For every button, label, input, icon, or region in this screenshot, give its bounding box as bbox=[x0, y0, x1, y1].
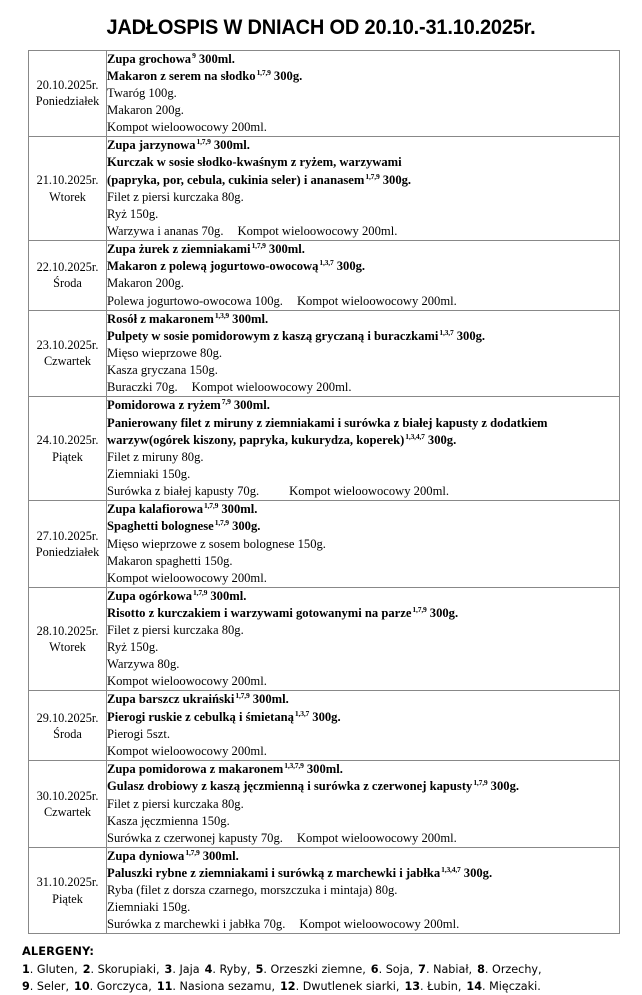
meal-text: Filet z piersi kurczaka 80g. bbox=[107, 623, 244, 638]
menu-date: 20.10.2025r. bbox=[36, 78, 99, 93]
table-row bbox=[29, 310, 620, 397]
allergen-superscript: 7,9 bbox=[221, 397, 231, 407]
menu-weekday: Piątek bbox=[52, 891, 83, 906]
allergen-label: . Gorczyca, bbox=[89, 979, 152, 993]
menu-date: 24.10.2025r. bbox=[36, 433, 99, 448]
menu-table-container bbox=[0, 50, 642, 935]
allergen-superscript: 1,7,9 bbox=[193, 587, 208, 597]
meal-text: Pierogi 5szt. bbox=[107, 726, 170, 741]
allergen-label: . Orzechy, bbox=[484, 962, 542, 976]
menu-date: 21.10.2025r. bbox=[36, 173, 99, 188]
meal-dish-line bbox=[107, 241, 619, 258]
meal-component-line bbox=[107, 379, 619, 396]
menu-date-cell bbox=[29, 587, 107, 691]
allergen-superscript: 1,7,9 bbox=[185, 847, 200, 857]
meal-component-line bbox=[107, 223, 619, 240]
meal-component-line bbox=[107, 830, 619, 847]
meal-drink: Kompot wieloowocowy 200ml. bbox=[296, 293, 457, 308]
menu-meal-cell bbox=[107, 761, 620, 848]
meal-portion: 300ml. bbox=[207, 588, 247, 603]
meal-component-line bbox=[107, 362, 619, 379]
allergen-label: . Jaja bbox=[172, 962, 200, 976]
allergen-number: 7 bbox=[418, 962, 426, 976]
allergens-line bbox=[22, 961, 642, 978]
menu-date-cell bbox=[29, 501, 107, 588]
meal-text: Zupa grochowa bbox=[107, 51, 192, 66]
allergen-number: 8 bbox=[477, 962, 485, 976]
meal-component-line bbox=[107, 813, 619, 830]
meal-text: Zupa kalafiorowa bbox=[107, 502, 203, 517]
meal-text: Zupa pomidorowa z makaronem bbox=[107, 762, 284, 777]
meal-dish-line bbox=[107, 691, 619, 708]
meal-text: Spaghetti bolognese bbox=[107, 519, 214, 534]
meal-portion: 300g. bbox=[460, 866, 493, 881]
meal-text: Panierowany filet z miruny z ziemniakami i surówka z białej kapusty z dodatkiem bbox=[107, 415, 548, 430]
meal-text: Warzywa i ananas 70g. bbox=[107, 223, 224, 238]
menu-date-cell bbox=[29, 761, 107, 848]
allergen-superscript: 1,3,7 bbox=[319, 258, 334, 268]
table-row bbox=[29, 761, 620, 848]
meal-dish-line bbox=[107, 501, 619, 518]
table-row bbox=[29, 847, 620, 934]
menu-date-cell bbox=[29, 310, 107, 397]
meal-portion: 300ml. bbox=[249, 692, 289, 707]
meal-text: Zupa ogórkowa bbox=[107, 588, 193, 603]
meal-dish-line bbox=[107, 68, 619, 85]
meal-portion: 300g. bbox=[424, 432, 457, 447]
table-row bbox=[29, 691, 620, 761]
meal-dish-line bbox=[107, 51, 619, 68]
meal-dish-line bbox=[107, 432, 619, 449]
meal-portion: 300ml. bbox=[303, 762, 343, 777]
allergen-superscript: 1,7,9 bbox=[473, 778, 488, 788]
menu-date-cell bbox=[29, 240, 107, 310]
meal-component-line bbox=[107, 293, 619, 310]
menu-meal-cell bbox=[107, 240, 620, 310]
meal-text: Makaron z polewą jogurtowo-owocową bbox=[107, 259, 319, 274]
meal-component-line bbox=[107, 673, 619, 690]
table-row bbox=[29, 137, 620, 241]
meal-drink: Kompot wieloowocowy 200ml. bbox=[296, 830, 457, 845]
meal-dish-line bbox=[107, 137, 619, 154]
menu-meal-cell bbox=[107, 397, 620, 501]
meal-dish-line bbox=[107, 415, 619, 432]
menu-table bbox=[28, 50, 620, 935]
table-row bbox=[29, 501, 620, 588]
allergen-label: . Ryby, bbox=[212, 962, 251, 976]
allergen-label: . Seler, bbox=[29, 979, 70, 993]
allergen-number: 6 bbox=[370, 962, 379, 976]
menu-date: 31.10.2025r. bbox=[36, 875, 99, 890]
meal-text: warzyw(ogórek kiszony, papryka, kukurydza, koperek) bbox=[107, 432, 405, 447]
meal-dish-line bbox=[107, 778, 619, 795]
allergen-superscript: 1,3,7 bbox=[439, 327, 454, 337]
allergen-superscript: 1,7,9 bbox=[365, 171, 380, 181]
meal-component-line bbox=[107, 570, 619, 587]
meal-text: (papryka, por, cebula, cukinia seler) i ananasem bbox=[107, 172, 365, 187]
meal-component-line bbox=[107, 726, 619, 743]
allergen-label: . Nasiona sezamu, bbox=[172, 979, 275, 993]
allergen-number: 12 bbox=[280, 979, 296, 993]
allergens-list bbox=[22, 961, 642, 995]
meal-portion: 300g. bbox=[379, 172, 412, 187]
meal-portion: 300g. bbox=[333, 259, 366, 274]
meal-text: Makaron spaghetti 150g. bbox=[107, 553, 233, 568]
meal-text: Warzywa 80g. bbox=[107, 657, 180, 672]
meal-text: Kompot wieloowocowy 200ml. bbox=[107, 744, 267, 758]
menu-weekday: Wtorek bbox=[49, 640, 86, 655]
meal-text: Zupa jarzynowa bbox=[107, 138, 196, 153]
meal-component-line bbox=[107, 102, 619, 119]
menu-date: 28.10.2025r. bbox=[36, 623, 99, 638]
meal-text: Surówka z białej kapusty 70g. bbox=[107, 483, 260, 498]
meal-text: Ryż 150g. bbox=[107, 640, 159, 655]
meal-drink: Kompot wieloowocowy 200ml. bbox=[289, 483, 450, 498]
meal-text: Pierogi ruskie z cebulką i śmietaną bbox=[107, 709, 294, 724]
meal-component-line bbox=[107, 639, 619, 656]
meal-text: Polewa jogurtowo-owocowa 100g. bbox=[107, 293, 283, 308]
meal-component-line bbox=[107, 275, 619, 292]
allergen-superscript: 1,7,9 bbox=[412, 604, 427, 614]
meal-portion: 300g. bbox=[487, 779, 520, 794]
meal-component-line bbox=[107, 189, 619, 206]
menu-date: 27.10.2025r. bbox=[36, 528, 99, 543]
meal-dish-line bbox=[107, 311, 619, 328]
allergen-superscript: 1,7,9 bbox=[214, 518, 229, 528]
meal-text: Kasza jęczmienna 150g. bbox=[107, 813, 230, 828]
allergen-label: . Nabiał, bbox=[425, 962, 473, 976]
allergen-superscript: 1,3,9 bbox=[214, 310, 230, 320]
allergen-superscript: 1,7,9 bbox=[256, 67, 271, 77]
allergen-number: 5 bbox=[255, 962, 264, 976]
table-row bbox=[29, 50, 620, 137]
meal-portion: 300g. bbox=[228, 519, 261, 534]
meal-dish-line bbox=[107, 172, 619, 189]
menu-date-cell bbox=[29, 847, 107, 934]
meal-text: Makaron z serem na słodko bbox=[107, 68, 256, 83]
meal-text: Makaron 200g. bbox=[107, 276, 184, 291]
allergen-label: . Gluten, bbox=[29, 962, 78, 976]
allergen-number: 1 bbox=[22, 962, 30, 976]
meal-text: Zupa dyniowa bbox=[107, 848, 185, 863]
allergen-number: 2 bbox=[82, 962, 91, 976]
allergen-number: 13 bbox=[404, 979, 421, 993]
menu-meal-cell bbox=[107, 587, 620, 691]
meal-portion: 300ml. bbox=[218, 502, 258, 517]
allergen-number: 14 bbox=[466, 979, 482, 993]
table-row bbox=[29, 397, 620, 501]
menu-date: 22.10.2025r. bbox=[36, 260, 99, 275]
meal-component-line bbox=[107, 882, 619, 899]
menu-date-cell bbox=[29, 691, 107, 761]
table-row bbox=[29, 587, 620, 691]
menu-table-body bbox=[29, 50, 620, 934]
menu-weekday: Wtorek bbox=[49, 189, 86, 204]
meal-dish-line bbox=[107, 518, 619, 535]
meal-text: Filet z piersi kurczaka 80g. bbox=[107, 189, 244, 204]
menu-meal-cell bbox=[107, 137, 620, 241]
menu-weekday: Poniedziałek bbox=[35, 94, 100, 109]
meal-text: Pomidorowa z ryżem bbox=[107, 398, 221, 413]
meal-text: Gulasz drobiowy z kaszą jęczmienną i surówka z czerwonej kapusty bbox=[107, 779, 473, 794]
meal-portion: 300ml. bbox=[229, 311, 269, 326]
meal-component-line bbox=[107, 119, 619, 136]
meal-component-line bbox=[107, 536, 619, 553]
meal-text: Kurczak w sosie słodko-kwaśnym z ryżem, warzywami bbox=[107, 155, 402, 170]
meal-component-line bbox=[107, 656, 619, 673]
meal-dish-line bbox=[107, 848, 619, 865]
allergen-number: 4 bbox=[204, 962, 213, 976]
meal-text: Ryż 150g. bbox=[107, 206, 159, 221]
menu-date: 30.10.2025r. bbox=[36, 788, 99, 803]
allergens-line bbox=[22, 978, 642, 995]
meal-dish-line bbox=[107, 258, 619, 275]
allergens-heading: ALERGENY: bbox=[22, 944, 95, 959]
allergen-superscript: 1,3,4,7 bbox=[441, 865, 461, 874]
meal-component-line bbox=[107, 916, 619, 933]
allergen-superscript: 1,7,9 bbox=[204, 501, 219, 510]
meal-dish-line bbox=[107, 154, 619, 171]
page-title: JADŁOSPIS W DNIACH OD 20.10.-31.10.2025r. bbox=[106, 15, 536, 39]
meal-component-line bbox=[107, 466, 619, 483]
menu-date: 29.10.2025r. bbox=[36, 710, 99, 725]
menu-meal-cell bbox=[107, 50, 620, 137]
meal-portion: 300g. bbox=[309, 709, 341, 724]
meal-dish-line bbox=[107, 605, 619, 622]
allergen-superscript: 1,7,9 bbox=[196, 137, 211, 147]
allergen-superscript: 1,3,4,7 bbox=[405, 431, 425, 441]
allergen-superscript: 1,3,7,9 bbox=[284, 761, 304, 771]
menu-weekday: Piątek bbox=[52, 449, 83, 464]
meal-text: Zupa żurek z ziemniakami bbox=[107, 242, 251, 257]
menu-meal-cell bbox=[107, 847, 620, 934]
meal-text: Filet z piersi kurczaka 80g. bbox=[107, 796, 244, 811]
meal-text: Filet z miruny 80g. bbox=[107, 449, 204, 464]
meal-text: Makaron 200g. bbox=[107, 103, 184, 118]
meal-dish-line bbox=[107, 761, 619, 778]
meal-dish-line bbox=[107, 865, 619, 882]
allergen-superscript: 1,3,7 bbox=[294, 708, 310, 718]
meal-portion: 300ml. bbox=[230, 398, 270, 413]
menu-meal-cell bbox=[107, 310, 620, 397]
meal-text: Mięso wieprzowe 80g. bbox=[107, 346, 223, 361]
meal-text: Surówka z marchewki i jabłka 70g. bbox=[107, 917, 286, 932]
allergen-label: . Orzeszki ziemne, bbox=[263, 962, 366, 976]
meal-dish-line bbox=[107, 588, 619, 605]
meal-text: Twaróg 100g. bbox=[107, 86, 177, 100]
meal-text: Zupa barszcz ukraiński bbox=[107, 692, 235, 707]
allergen-label: . Mięczaki. bbox=[481, 979, 541, 993]
allergen-label: . Łubin, bbox=[420, 979, 462, 993]
menu-weekday: Czwartek bbox=[43, 354, 92, 369]
allergen-label: . Soja, bbox=[378, 962, 414, 976]
meal-component-line bbox=[107, 345, 619, 362]
meal-portion: 300ml. bbox=[210, 138, 250, 153]
meal-portion: 300g. bbox=[270, 68, 303, 83]
meal-text: Kompot wieloowocowy 200ml. bbox=[107, 570, 267, 585]
meal-dish-line bbox=[107, 328, 619, 345]
meal-text: Pulpety w sosie pomidorowym z kaszą gryczaną i buraczkami bbox=[107, 329, 439, 343]
menu-meal-cell bbox=[107, 691, 620, 761]
allergens-section bbox=[0, 934, 642, 994]
meal-text: Ryba (filet z dorsza czarnego, morszczuka i mintaja) 80g. bbox=[107, 883, 398, 898]
meal-component-line bbox=[107, 206, 619, 223]
meal-text: Surówka z czerwonej kapusty 70g. bbox=[107, 830, 283, 845]
meal-text: Kasza gryczana 150g. bbox=[107, 363, 218, 378]
allergen-superscript: 1,7,9 bbox=[235, 691, 250, 701]
allergen-number: 9 bbox=[22, 979, 30, 993]
meal-component-line bbox=[107, 622, 619, 639]
meal-portion: 300ml. bbox=[199, 848, 239, 863]
meal-component-line bbox=[107, 743, 619, 760]
meal-text: Risotto z kurczakiem i warzywami gotowanymi na parze bbox=[107, 606, 412, 621]
meal-text: Buraczki 70g. bbox=[107, 380, 178, 395]
allergen-number: 3 bbox=[164, 962, 173, 976]
menu-weekday: Środa bbox=[53, 726, 82, 741]
meal-component-line bbox=[107, 449, 619, 466]
allergen-number: 10 bbox=[74, 979, 90, 993]
meal-component-line bbox=[107, 85, 619, 102]
table-row bbox=[29, 240, 620, 310]
menu-weekday: Czwartek bbox=[43, 804, 92, 819]
meal-drink: Kompot wieloowocowy 200ml. bbox=[191, 380, 352, 395]
meal-drink: Kompot wieloowocowy 200ml. bbox=[237, 223, 398, 238]
meal-dish-line bbox=[107, 709, 619, 726]
menu-weekday: Środa bbox=[53, 276, 82, 291]
meal-text: Rosół z makaronem bbox=[107, 311, 214, 326]
allergen-superscript: 9 bbox=[192, 50, 196, 60]
allergen-superscript: 1,7,9 bbox=[251, 240, 266, 250]
meal-text: Kompot wieloowocowy 200ml. bbox=[107, 120, 267, 135]
meal-component-line bbox=[107, 553, 619, 570]
meal-drink: Kompot wieloowocowy 200ml. bbox=[299, 917, 460, 932]
allergen-label: . Dwutlenek siarki, bbox=[295, 979, 400, 993]
meal-portion: 300g. bbox=[453, 329, 486, 343]
meal-text: Mięso wieprzowe z sosem bolognese 150g. bbox=[107, 536, 326, 551]
menu-meal-cell bbox=[107, 501, 620, 588]
menu-date-cell bbox=[29, 50, 107, 137]
meal-text: Ziemniaki 150g. bbox=[107, 900, 191, 915]
meal-dish-line bbox=[107, 397, 619, 414]
menu-date-cell bbox=[29, 397, 107, 501]
menu-date-cell bbox=[29, 137, 107, 241]
meal-portion: 300g. bbox=[426, 606, 459, 621]
meal-text: Paluszki rybne z ziemniakami i surówką z marchewki i jabłka bbox=[107, 866, 441, 881]
menu-date: 23.10.2025r. bbox=[36, 338, 99, 353]
meal-component-line bbox=[107, 899, 619, 916]
allergen-label: . Skorupiaki, bbox=[90, 962, 160, 976]
meal-text: Kompot wieloowocowy 200ml. bbox=[107, 674, 267, 689]
meal-portion: 300ml. bbox=[195, 51, 235, 66]
allergen-number: 11 bbox=[156, 979, 173, 993]
meal-portion: 300ml. bbox=[265, 242, 305, 257]
meal-component-line bbox=[107, 796, 619, 813]
menu-weekday: Poniedziałek bbox=[35, 544, 100, 559]
meal-component-line bbox=[107, 483, 619, 500]
meal-text: Ziemniaki 150g. bbox=[107, 466, 191, 481]
